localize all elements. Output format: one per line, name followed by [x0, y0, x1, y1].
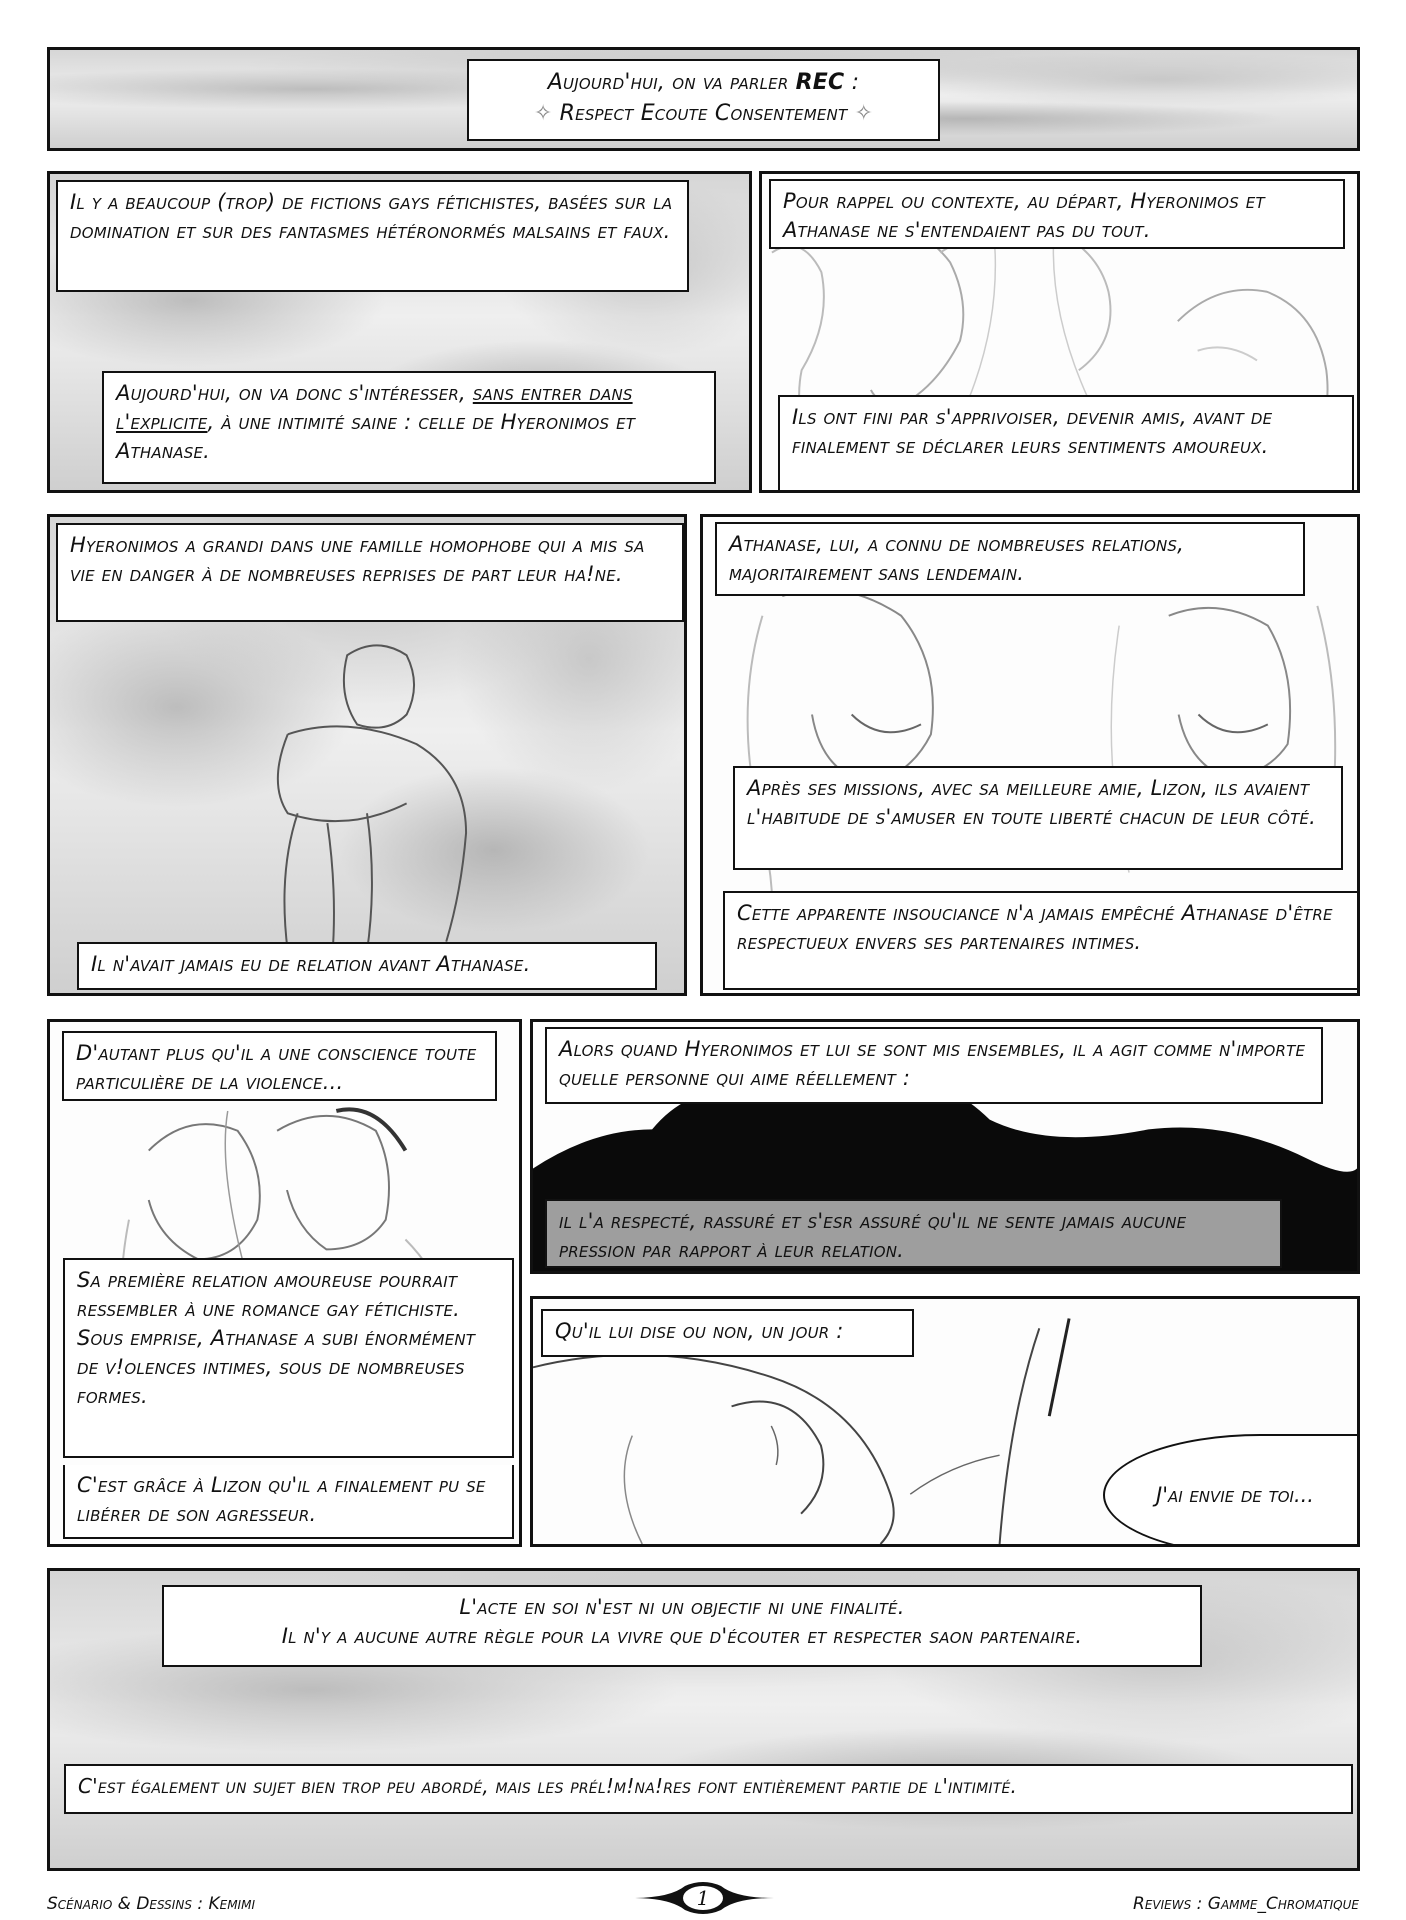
panel-6 [530, 1019, 1360, 1274]
panel-1-caption-2 [102, 371, 716, 484]
panel-8-caption-1 [162, 1585, 1202, 1667]
panel-5-caption-1: D'autant plus qu'il a une conscience toute particulière de la violence... [62, 1031, 497, 1101]
panel-5-caption-2 [63, 1258, 514, 1458]
header-line2 [477, 98, 930, 129]
panel-4-caption-2: Après ses missions, avec sa meilleure amie, Lizon, ils avaient l'habitude de s'amuser en toute liberté chacun de leur côté. [733, 766, 1343, 870]
panel-4-caption-3: Cette apparente insouciance n'a jamais empêché Athanase d'être respectueux envers ses partenaires intimes. [723, 891, 1359, 990]
panel-6-caption-2: il l'a respecté, rassuré et s'esr assuré qu'il ne sente jamais aucune pression par rapport à leur relation. [545, 1199, 1282, 1268]
panel-6-caption-1: Alors quand Hyeronimos et lui se sont mis ensembles, il a agit comme n'importe quelle personne qui aime réellement : [545, 1027, 1323, 1104]
panel-8-caption-1-line-1: L'acte en soi n'est ni un objectif ni une finalité. [459, 1595, 905, 1619]
panel-5-caption-2-line-1: Sa première relation amoureuse pourrait ressembler à une romance gay fétichiste. [77, 1268, 461, 1321]
panel-4 [700, 514, 1360, 996]
panel-1-caption-2-start: Aujourd'hui, on va donc s'intéresser, [116, 381, 473, 405]
panel-8-caption-1-line-2: Il n'y a aucune autre règle pour la vivre que d'écouter et respecter saon partenaire. [281, 1624, 1083, 1648]
footer-credits-right: Reviews : Gamme_Chromatique [1133, 1894, 1359, 1914]
panel-2-caption-2: Ils ont fini par s'apprivoiser, devenir amis, avant de finalement se déclarer leurs sentiments amoureux. [778, 395, 1354, 492]
panel-4-caption-1: Athanase, lui, a connu de nombreuses relations, majoritairement sans lendemain. [715, 522, 1305, 596]
sparkle-icon: ✧ [533, 101, 560, 126]
header-panel [47, 47, 1360, 151]
panel-5 [47, 1019, 522, 1547]
panel-8 [47, 1568, 1360, 1871]
header-line2-text: Respect Ecoute Consentement [559, 101, 848, 126]
panel-5-caption-3: C'est grâce à Lizon qu'il a finalement pu se libérer de son agresseur. [63, 1465, 514, 1539]
header-line1 [477, 67, 930, 98]
header-line1-prefix: Aujourd'hui, on va parler [547, 70, 796, 95]
panel-1 [47, 171, 752, 493]
panel-3-caption-2: Il n'avait jamais eu de relation avant Athanase. [77, 942, 657, 990]
panel-7 [530, 1296, 1360, 1547]
panel-7-caption-1: Qu'il lui dise ou non, un jour : [541, 1309, 914, 1357]
header-caption [467, 59, 940, 141]
header-line1-suffix: : [844, 70, 860, 95]
panel-1-caption-1: Il y a beaucoup (trop) de fictions gays fétichistes, basées sur la domination et sur des fantasmes hétéronormés malsains et faux. [56, 180, 689, 292]
panel-2-caption-1: Pour rappel ou contexte, au départ, Hyeronimos et Athanase ne s'entendaient pas du tout. [769, 179, 1345, 249]
panel-1-caption-2-end: , à une intimité saine : celle de Hyeronimos et Athanase. [116, 410, 636, 463]
footer-credits-left: Scénario & Dessins : Kemimi [47, 1894, 255, 1914]
panel-1-caption-2-underlined: sans entrer dans l'explicite [116, 381, 633, 434]
panel-3 [47, 514, 687, 996]
panel-8-caption-2: C'est également un sujet bien trop peu abordé, mais les prél!m!na!res font entièrement partie de l'intimité. [64, 1764, 1353, 1814]
page-number: 1 [696, 1886, 710, 1910]
panel-3-caption-1: Hyeronimos a grandi dans une famille homophobe qui a mis sa vie en danger à de nombreuses reprises de part leur ha!ne. [56, 523, 684, 622]
panel-5-caption-2-line-2: Sous emprise, Athanase a subi énormément de v!olences intimes, sous de nombreuses formes. [77, 1326, 476, 1408]
sparkle-icon: ✧ [847, 101, 874, 126]
header-rec: REC [795, 70, 845, 95]
page-number-badge [630, 1880, 776, 1916]
panel-7-speech-bubble: J'ai envie de toi... [1103, 1434, 1360, 1547]
panel-2 [759, 171, 1360, 493]
